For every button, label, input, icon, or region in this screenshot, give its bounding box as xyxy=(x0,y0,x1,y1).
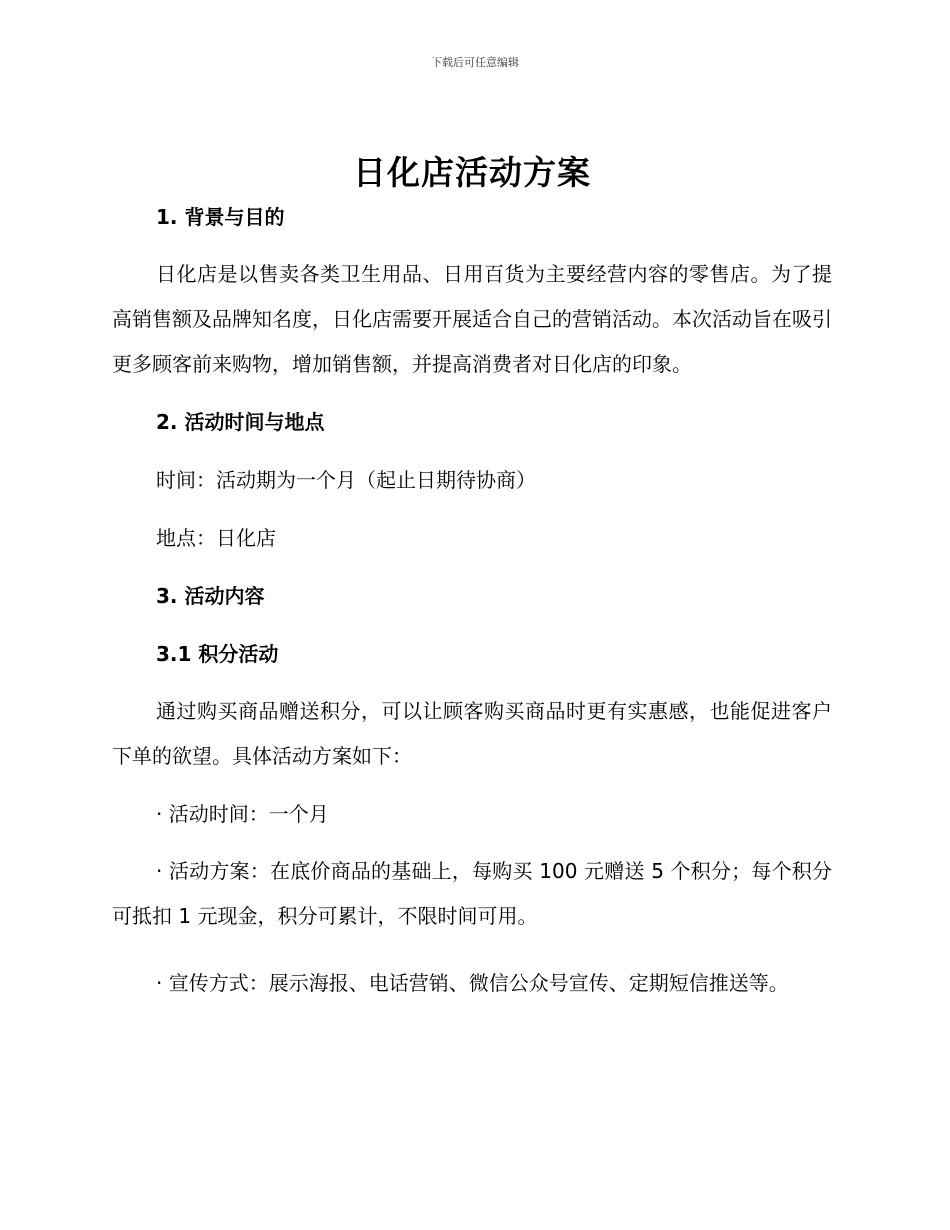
event-place-line: 地点：日化店 xyxy=(156,526,276,550)
section-3-1-heading: 3.1 积分活动 xyxy=(156,642,279,666)
event-time-line: 时间：活动期为一个月（起止日期待协商） xyxy=(156,468,536,492)
section-3-heading: 3. 活动内容 xyxy=(156,584,265,608)
document-body xyxy=(112,148,832,1018)
document-title: 日化店活动方案 xyxy=(353,153,591,192)
section-2-heading: 2. 活动时间与地点 xyxy=(156,410,325,434)
section-1-heading: 1. 背景与目的 xyxy=(156,205,285,229)
section-3-1-paragraph: 通过购买商品赠送积分，可以让顾客购买商品时更有实惠感，也能促进客户下单的欲望。具体活动方案如下： xyxy=(112,699,832,768)
bullet-promotion-method: · 宣传方式：展示海报、电话营销、微信公众号宣传、定期短信推送等。 xyxy=(156,971,789,995)
page-header-note: 下载后可任意编辑 xyxy=(431,56,519,69)
bullet-activity-plan: · 活动方案：在底价商品的基础上，每购买 100 元赠送 5 个积分；每个积分可抵扣 1 元现金，积分可累计，不限时间可用。 xyxy=(112,859,832,928)
bullet-activity-time: · 活动时间：一个月 xyxy=(156,802,329,826)
section-1-paragraph: 日化店是以售卖各类卫生用品、日用百货为主要经营内容的零售店。为了提高销售额及品牌知名度，日化店需要开展适合自己的营销活动。本次活动旨在吸引更多顾客前来购物，增加销售额，并提高消费者对日化店的印象。 xyxy=(112,262,832,376)
